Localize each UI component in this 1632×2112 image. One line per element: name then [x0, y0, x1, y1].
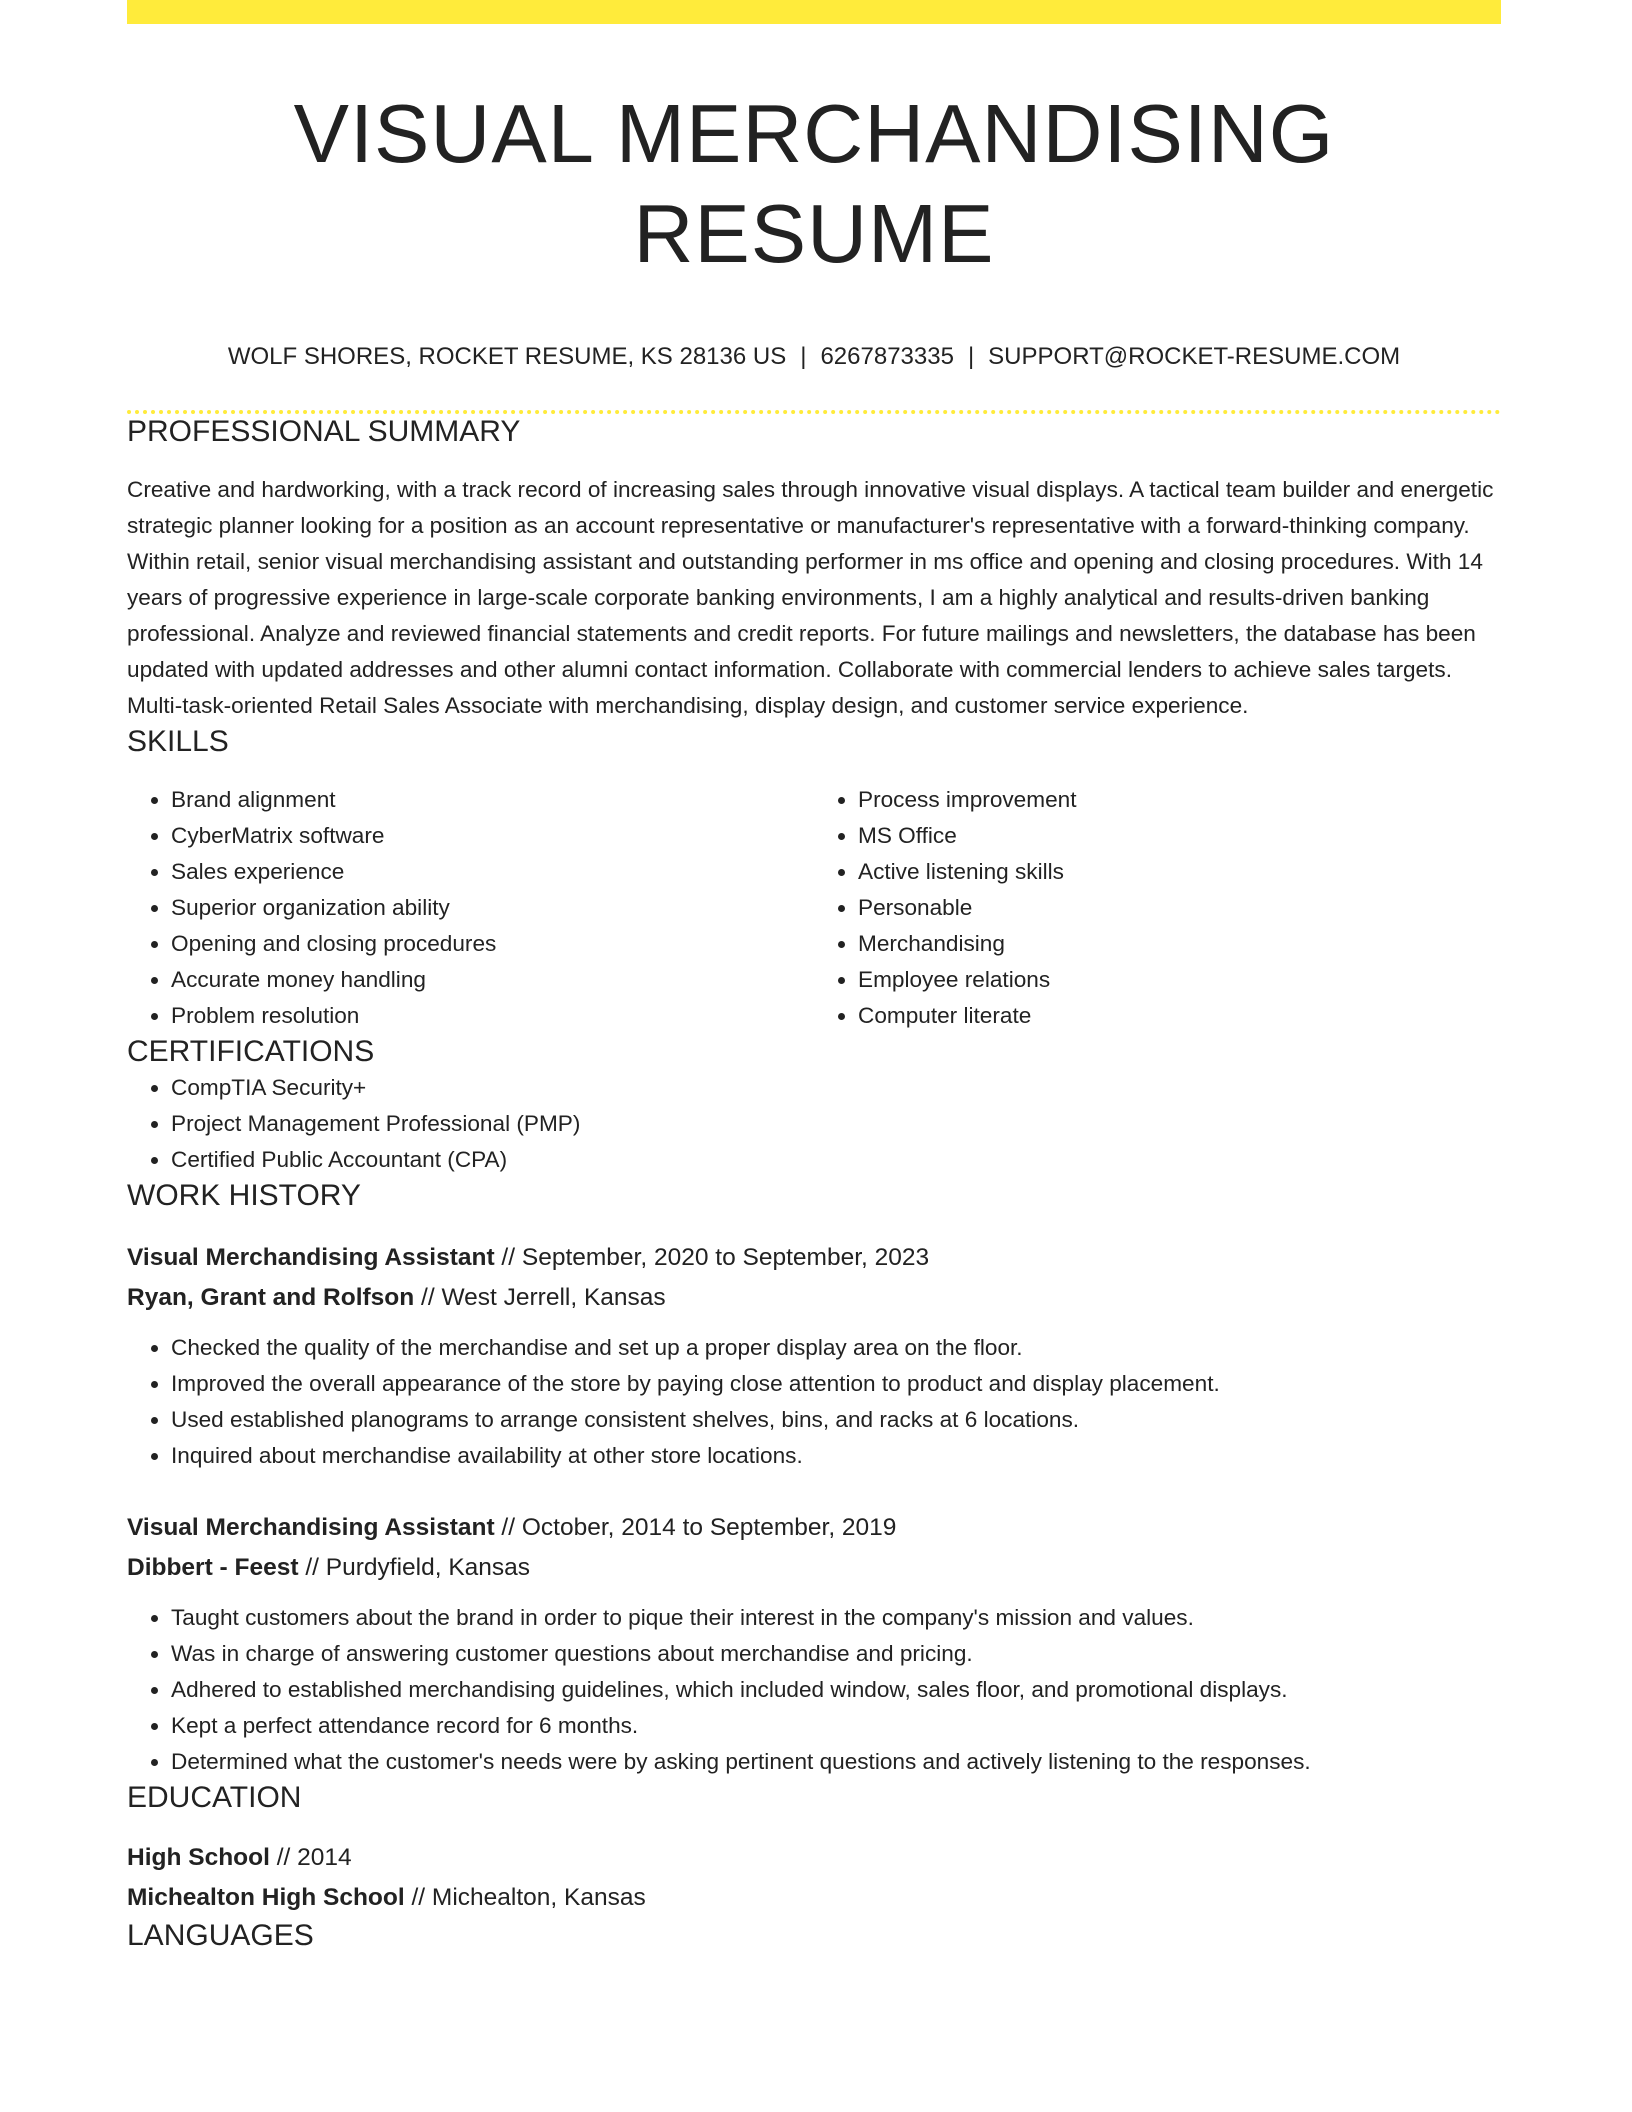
job-dates: September, 2020 to September, 2023 [521, 1244, 930, 1271]
skill-item: • Process improvement [858, 782, 1501, 818]
education-degree: High School [127, 1844, 270, 1871]
job-bullet: • Improved the overall appearance of the store by paying close attention to product and display placement. [171, 1366, 1501, 1402]
job-company: Ryan, Grant and Rolfson [127, 1284, 415, 1311]
skill-item: • Merchandising [858, 926, 1501, 962]
work-history-heading: WORK HISTORY [127, 1179, 361, 1212]
contact-separator: | [967, 343, 975, 370]
education-location: Michealton, Kansas [431, 1884, 646, 1911]
skill-item: • Accurate money handling [171, 962, 814, 998]
skill-item: • Personable [858, 890, 1501, 926]
certifications-heading: CERTIFICATIONS [127, 1035, 375, 1068]
job-bullets [127, 1600, 1501, 1780]
certifications-list [127, 1070, 1501, 1178]
summary-text: Creative and hardworking, with a track record of increasing sales through innovative visual displays. A tactical team builder and energetic strategic planner looking for a position as an account representative or manufacturer's representative with a forward-thinking company. Within retail, senior visual merchandising assistant and outstanding performer in ms office and opening and closing procedures. With 14 years of progressive experience in large-scale corporate banking environments, I am a highly analytical and results-driven banking professional. Analyze and reviewed financial statements and credit reports. For future mailings and newsletters, the database has been updated with updated addresses and other alumni contact information. Collaborate with commercial lenders to achieve sales targets. Multi-task-oriented Retail Sales Associate with merchandising, display design, and customer service experience. [127, 477, 1494, 718]
summary-heading: PROFESSIONAL SUMMARY [127, 415, 521, 448]
skill-item: • Employee relations [858, 962, 1501, 998]
job-location: Purdyfield, Kansas [325, 1554, 531, 1581]
skill-item: • Active listening skills [858, 854, 1501, 890]
certification-item: • CompTIA Security+ [171, 1070, 1501, 1106]
top-accent-bar [127, 0, 1501, 24]
job-separator: // [501, 1514, 516, 1541]
job-title-line [127, 1238, 1501, 1278]
contact-email: SUPPORT@ROCKET-RESUME.COM [988, 343, 1401, 370]
job-company-line [127, 1278, 1501, 1318]
contact-phone: 6267873335 [820, 343, 954, 370]
skill-item: • Brand alignment [171, 782, 814, 818]
job-bullet: • Checked the quality of the merchandise and set up a proper display area on the floor. [171, 1330, 1501, 1366]
job-bullet: • Taught customers about the brand in order to pique their interest in the company's mission and values. [171, 1600, 1501, 1636]
job-company-line [127, 1548, 1501, 1588]
job-location: West Jerrell, Kansas [441, 1284, 666, 1311]
job-role: Visual Merchandising Assistant [127, 1244, 495, 1271]
skill-item: • Sales experience [171, 854, 814, 890]
job-role: Visual Merchandising Assistant [127, 1514, 495, 1541]
job-separator: // [421, 1284, 435, 1311]
education-degree-line [127, 1838, 1501, 1878]
skill-item: • CyberMatrix software [171, 818, 814, 854]
skill-item: • Problem resolution [171, 998, 814, 1034]
job-bullet: • Determined what the customer's needs were by asking pertinent questions and actively listening to the responses. [171, 1744, 1501, 1780]
job-separator: // [305, 1554, 319, 1581]
contact-address: WOLF SHORES, ROCKET RESUME, KS 28136 US [227, 343, 787, 370]
job-bullet: • Adhered to established merchandising guidelines, which included window, sales floor, and promotional displays. [171, 1672, 1501, 1708]
education-entry [127, 1838, 1501, 1918]
skills-heading: SKILLS [127, 725, 229, 758]
contact-line [127, 342, 1501, 372]
skills-right-list [814, 782, 1501, 1034]
education-separator: // [276, 1844, 291, 1871]
skill-item: • Opening and closing procedures [171, 926, 814, 962]
job-bullet: • Used established planograms to arrange consistent shelves, bins, and racks at 6 locations. [171, 1402, 1501, 1438]
contact-separator: | [800, 343, 807, 370]
skill-item: • Computer literate [858, 998, 1501, 1034]
skills-columns [127, 782, 1501, 1034]
job-separator: // [501, 1244, 516, 1271]
job-dates: October, 2014 to September, 2019 [521, 1514, 897, 1541]
education-school: Michealton High School [127, 1884, 405, 1911]
job-bullet: • Was in charge of answering customer questions about merchandise and pricing. [171, 1636, 1501, 1672]
skills-left-list [127, 782, 814, 1034]
certification-item: • Certified Public Accountant (CPA) [171, 1142, 1501, 1178]
certification-item: • Project Management Professional (PMP) [171, 1106, 1501, 1142]
job-company: Dibbert - Feest [127, 1554, 299, 1581]
job-bullets [127, 1330, 1501, 1474]
resume-page [127, 0, 1501, 1954]
education-heading: EDUCATION [127, 1781, 302, 1814]
job-bullet: • Inquired about merchandise availability at other store locations. [171, 1438, 1501, 1474]
skill-item: • MS Office [858, 818, 1501, 854]
skill-item: • Superior organization ability [171, 890, 814, 926]
education-separator: // [411, 1884, 426, 1911]
education-year: 2014 [297, 1844, 352, 1871]
education-school-line [127, 1878, 1501, 1918]
resume-title: VISUAL MERCHANDISING RESUME [293, 87, 1335, 280]
job-entry [127, 1238, 1501, 1474]
job-entry [127, 1508, 1501, 1780]
job-title-line [127, 1508, 1501, 1548]
job-bullet: • Kept a perfect attendance record for 6 months. [171, 1708, 1501, 1744]
languages-heading: LANGUAGES [127, 1919, 314, 1952]
